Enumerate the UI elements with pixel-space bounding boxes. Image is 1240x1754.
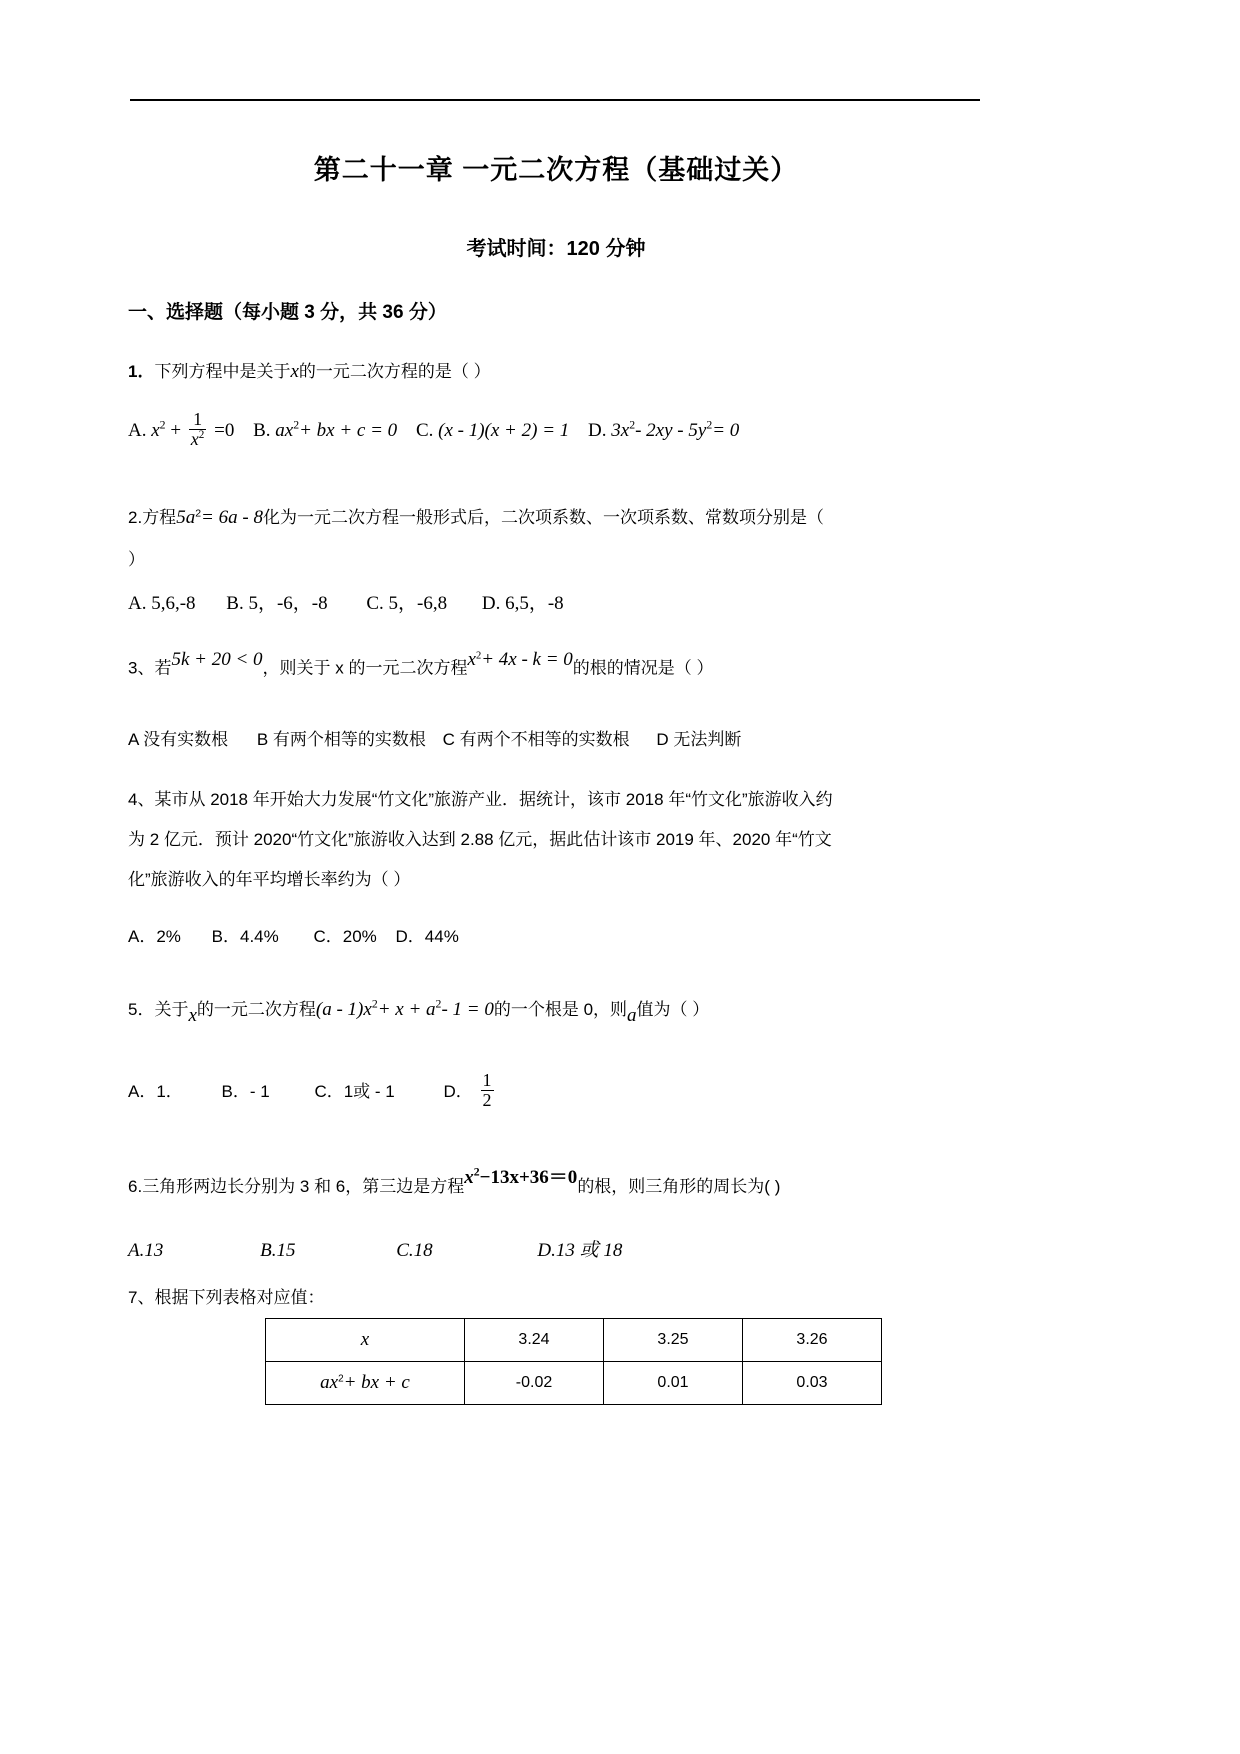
table-cell: 0.01 xyxy=(604,1362,743,1405)
table-cell: 3.25 xyxy=(604,1319,743,1362)
question-1-option-a: A. $x^2$ + $\frac{1}{x^2}$ =0 xyxy=(128,409,235,449)
question-5-option-c: C．1或 - 1 xyxy=(314,1081,395,1101)
question-5-options xyxy=(128,1070,497,1112)
question-3-stem-b: ，则关于 x 的一元二次方程 xyxy=(262,658,468,678)
question-6 xyxy=(128,1162,988,1207)
question-6-equation: $x^2-13x+36=0$ xyxy=(464,1166,578,1189)
question-4-option-d: D．44% xyxy=(395,927,459,946)
question-6-stem-a: 三角形两边长分别为 3 和 6，第三边是方程 xyxy=(142,1177,465,1197)
question-4-number: 4、 xyxy=(128,790,155,809)
question-1-options xyxy=(128,409,740,451)
question-1-stem-before: 下列方程中是关于 xyxy=(154,362,291,381)
question-5: 5．关于x的一元二次方程$(a - 1)x^2+ x + a^2-$ 1 = 0的一个根是 0，则a值为（ ） xyxy=(128,998,710,1027)
fraction-one-half: $\frac{1}{2}$ xyxy=(482,1070,492,1110)
question-2-option-d: D. 6,5，-8 xyxy=(481,593,564,614)
question-3-option-a: A 没有实数根 xyxy=(128,730,229,749)
page-title: 第二十一章 一元二次方程（基础过关） xyxy=(313,155,799,185)
question-4-line-1: 4、某市从 2018 年开始大力发展“竹文化”旅游产业．据统计，该市 2018 年“竹文化”旅游收入约 xyxy=(128,790,833,809)
question-3-option-d: D 无法判断 xyxy=(656,730,742,749)
fraction-one-over-x-squared: $\frac{1}{x^2}$ xyxy=(190,409,205,449)
table-row xyxy=(266,1319,882,1362)
question-2-stem-b: 化为一元二次方程一般形式后，二次项系数、一次项系数、常数项分别是（ xyxy=(262,507,824,527)
question-3-option-b: B 有两个相等的实数根 xyxy=(256,730,426,749)
question-4-options xyxy=(128,922,459,947)
question-3-inequality: 5k + 20 < 0 xyxy=(171,648,263,670)
question-2-option-c: C. 5，-6,8 xyxy=(366,593,448,614)
question-6-option-b: B.15 xyxy=(260,1240,296,1261)
question-5-stem-c: 的一个根是 0，则 xyxy=(493,1000,628,1020)
question-5-stem-b: 的一元二次方程 xyxy=(196,1000,316,1020)
question-4-option-b: B．4.4% xyxy=(211,927,279,946)
table-cell: 3.24 xyxy=(465,1319,604,1362)
question-4-line-2: 为 2 亿元．预计 2020“竹文化”旅游收入达到 2.88 亿元，据此估计该市 2019 年、2020 年“竹文 xyxy=(128,830,832,849)
question-1-number: 1． xyxy=(128,362,155,381)
question-6-option-d: D.13 或 18 xyxy=(537,1240,623,1261)
question-1 xyxy=(128,352,988,392)
question-4-line-3: 化”旅游收入的年平均增长率约为（ ） xyxy=(128,870,411,889)
question-1-option-d: D. $3x^2-$ $2xy - 5y^2= 0$ xyxy=(588,418,740,441)
question-2-options xyxy=(128,588,564,615)
question-1-stem-after: 的一元二次方程的是（ ） xyxy=(298,362,491,381)
question-5-option-d: D． $\frac{1}{2}$ xyxy=(443,1070,492,1110)
question-6-option-a: A.13 xyxy=(128,1240,164,1261)
question-3-number: 3、 xyxy=(128,658,155,678)
question-2-option-a: A. 5,6,-8 xyxy=(128,593,196,614)
table-cell: 3.26 xyxy=(743,1319,882,1362)
question-1-variable: x xyxy=(290,361,299,382)
table-row xyxy=(266,1362,882,1405)
question-3-stem-c: 的根的情况是（ ） xyxy=(572,658,714,678)
table-row-label-x: x xyxy=(266,1319,465,1362)
table-cell: 0.03 xyxy=(743,1362,882,1405)
table-cell: -0.02 xyxy=(465,1362,604,1405)
question-2-number: 2. xyxy=(128,507,143,527)
question-2-stem-a: 方程 xyxy=(142,507,177,527)
question-4 xyxy=(128,780,988,900)
question-6-stem-b: 的根，则三角形的周长为( ) xyxy=(577,1177,781,1197)
question-5-option-b: B．- 1 xyxy=(221,1081,270,1101)
question-1-option-b: B. $ax^2+$ bx + c = 0 xyxy=(253,418,398,441)
question-5-number: 5． xyxy=(128,1000,155,1020)
question-4-option-c: C．20% xyxy=(313,927,377,946)
exam-duration: 考试时间：120 分钟 xyxy=(466,238,646,260)
question-7-stem: 根据下列表格对应值： xyxy=(154,1288,325,1307)
question-4-option-a: A．2% xyxy=(128,927,181,946)
question-6-option-c: C.18 xyxy=(396,1240,433,1261)
question-5-stem-a: 关于 xyxy=(154,1000,189,1020)
section-heading: 一、选择题（每小题 3 分，共 36 分） xyxy=(128,302,447,323)
question-1-option-c: C. (x - 1)(x + 2) = 1 xyxy=(415,419,570,441)
question-3-options xyxy=(128,725,741,750)
question-3-option-c: C 有两个不相等的实数根 xyxy=(442,730,630,749)
question-5-stem-d: 值为（ ） xyxy=(636,1000,710,1020)
question-2-option-b: B. 5，-6，-8 xyxy=(226,593,328,614)
question-6-options xyxy=(128,1235,622,1262)
question-2-stem-c: ） xyxy=(128,549,145,569)
question-5-option-a: A．1． xyxy=(128,1081,183,1101)
question-3-stem-a: 若 xyxy=(154,658,172,678)
question-6-number: 6. xyxy=(128,1177,143,1197)
header-rule xyxy=(130,99,980,101)
table-row-label-expression: $ax^2+$ bx + c xyxy=(266,1362,465,1405)
question-7-table xyxy=(265,1318,882,1405)
question-3: 3、若5k + 20 < 0，则关于 x 的一元二次方程$x^2+ 4x - k = 0$的根的情况是（ ） xyxy=(128,648,714,678)
question-7-number: 7、 xyxy=(128,1288,155,1307)
question-7 xyxy=(128,1278,988,1318)
question-2: 2.方程$5a^2= 6a - 8$化为一元二次方程一般形式后，二次项系数、一次项系数、常数项分别是（ ） xyxy=(128,493,988,580)
